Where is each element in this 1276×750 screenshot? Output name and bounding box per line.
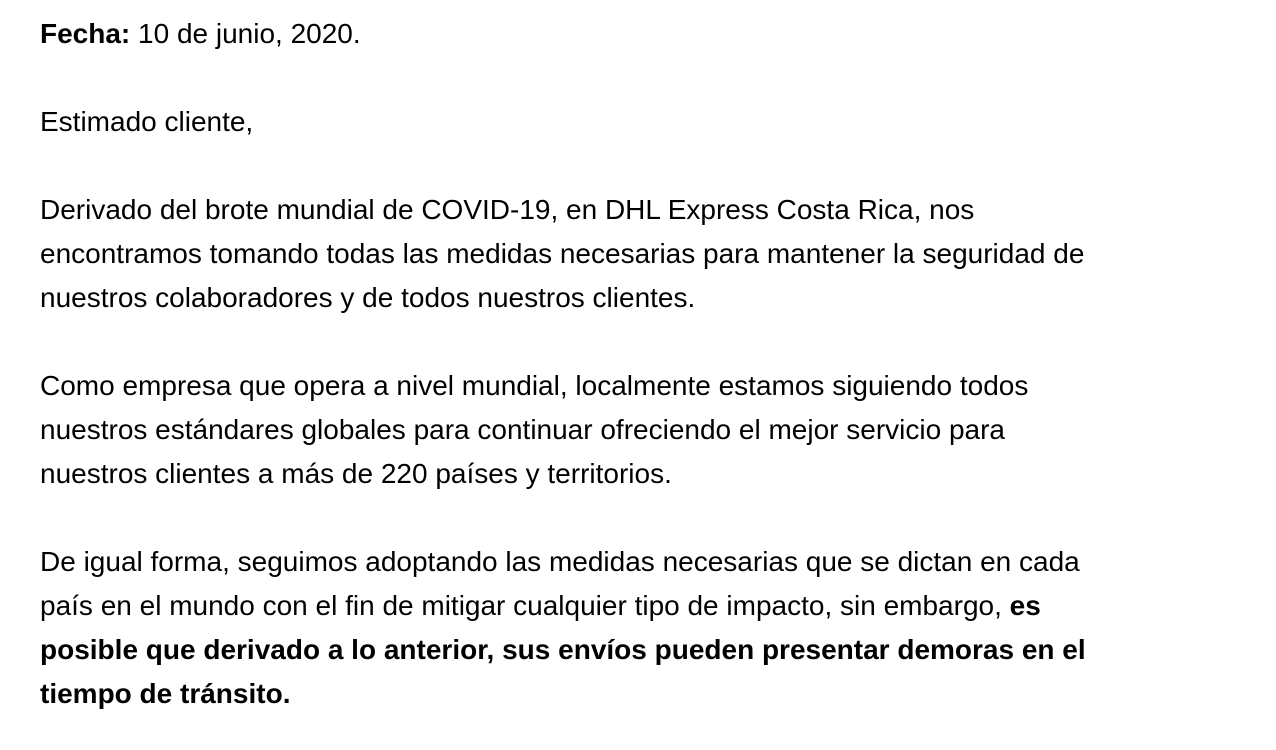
salutation: Estimado cliente, [40,106,254,137]
paragraph-transit-delays-warning: es posible que derivado a lo anterior, sus envíos pueden presentar demoras en el tiempo de tránsito. [40,590,1086,709]
letter-body [40,12,1100,716]
date-line [40,12,1100,56]
paragraph-transit-delays [40,540,1100,716]
paragraph-transit-delays-text: De igual forma, seguimos adoptando las medidas necesarias que se dictan en cada país en el mundo con el fin de mitigar cualquier tipo de impacto, sin embargo, [40,546,1080,621]
date-value: 10 de junio, 2020. [130,18,361,49]
paragraph-covid-measures: Derivado del brote mundial de COVID-19, en DHL Express Costa Rica, nos encontramos tomando todas las medidas necesarias para mantener la seguridad de nuestros colaboradores y de todos nuestros clientes. [40,194,1085,313]
date-label: Fecha: [40,18,131,49]
paragraph-global-standards: Como empresa que opera a nivel mundial, localmente estamos siguiendo todos nuestros estándares globales para continuar ofreciendo el mejor servicio para nuestros clientes a más de 220 países y territorios. [40,370,1029,489]
